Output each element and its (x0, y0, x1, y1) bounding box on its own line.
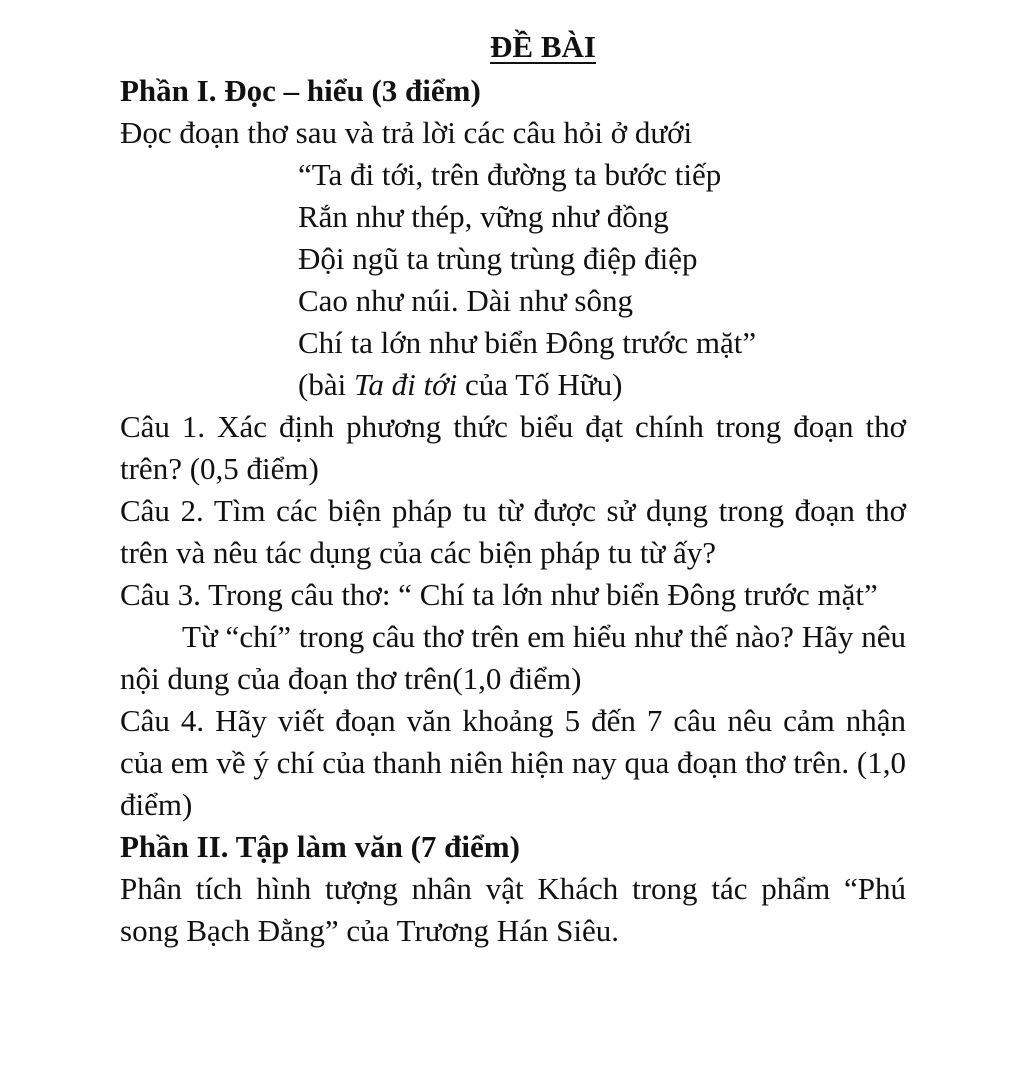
poem-excerpt (120, 154, 906, 406)
poem-line: Đội ngũ ta trùng trùng điệp điệp (298, 241, 698, 276)
source-suffix: của Tố Hữu) (457, 367, 623, 402)
part2-task: Phân tích hình tượng nhân vật Khách trong tác phẩm “Phú song Bạch Đằng” của Trương Hán Siêu. (120, 871, 906, 948)
source-work-title: Ta đi tới (353, 367, 458, 402)
question-1: Câu 1. Xác định phương thức biểu đạt chính trong đoạn thơ trên? (0,5 điểm) (120, 409, 906, 486)
poem-line: Cao như núi. Dài như sông (298, 283, 633, 318)
question-2: Câu 2. Tìm các biện pháp tu từ được sử dụng trong đoạn thơ trên và nêu tác dụng của các biện pháp tu từ ấy? (120, 493, 906, 570)
poem-line: “Ta đi tới, trên đường ta bước tiếp (298, 157, 722, 192)
exam-page (120, 26, 906, 952)
question-3: Câu 3. Trong câu thơ: “ Chí ta lớn như biển Đông trước mặt” (120, 577, 878, 612)
question-3-detail: Từ “chí” trong câu thơ trên em hiểu như thế nào? Hãy nêu nội dung của đoạn thơ trên(1,0 điểm) (120, 619, 906, 696)
page-title: ĐỀ BÀI (490, 29, 596, 64)
source-prefix: (bài (298, 367, 354, 402)
part2-heading: Phần II. Tập làm văn (7 điểm) (120, 829, 520, 864)
poem-line: Chí ta lớn như biển Đông trước mặt” (298, 325, 757, 360)
part1-heading: Phần I. Đọc – hiểu (3 điểm) (120, 73, 481, 108)
poem-line: Rắn như thép, vững như đồng (298, 199, 669, 234)
intro-text: Đọc đoạn thơ sau và trả lời các câu hỏi ở dưới (120, 115, 693, 150)
question-4: Câu 4. Hãy viết đoạn văn khoảng 5 đến 7 câu nêu cảm nhận của em về ý chí của thanh niên hiện nay qua đoạn thơ trên. (1,0 điểm) (120, 703, 906, 822)
poem-source (298, 364, 906, 406)
